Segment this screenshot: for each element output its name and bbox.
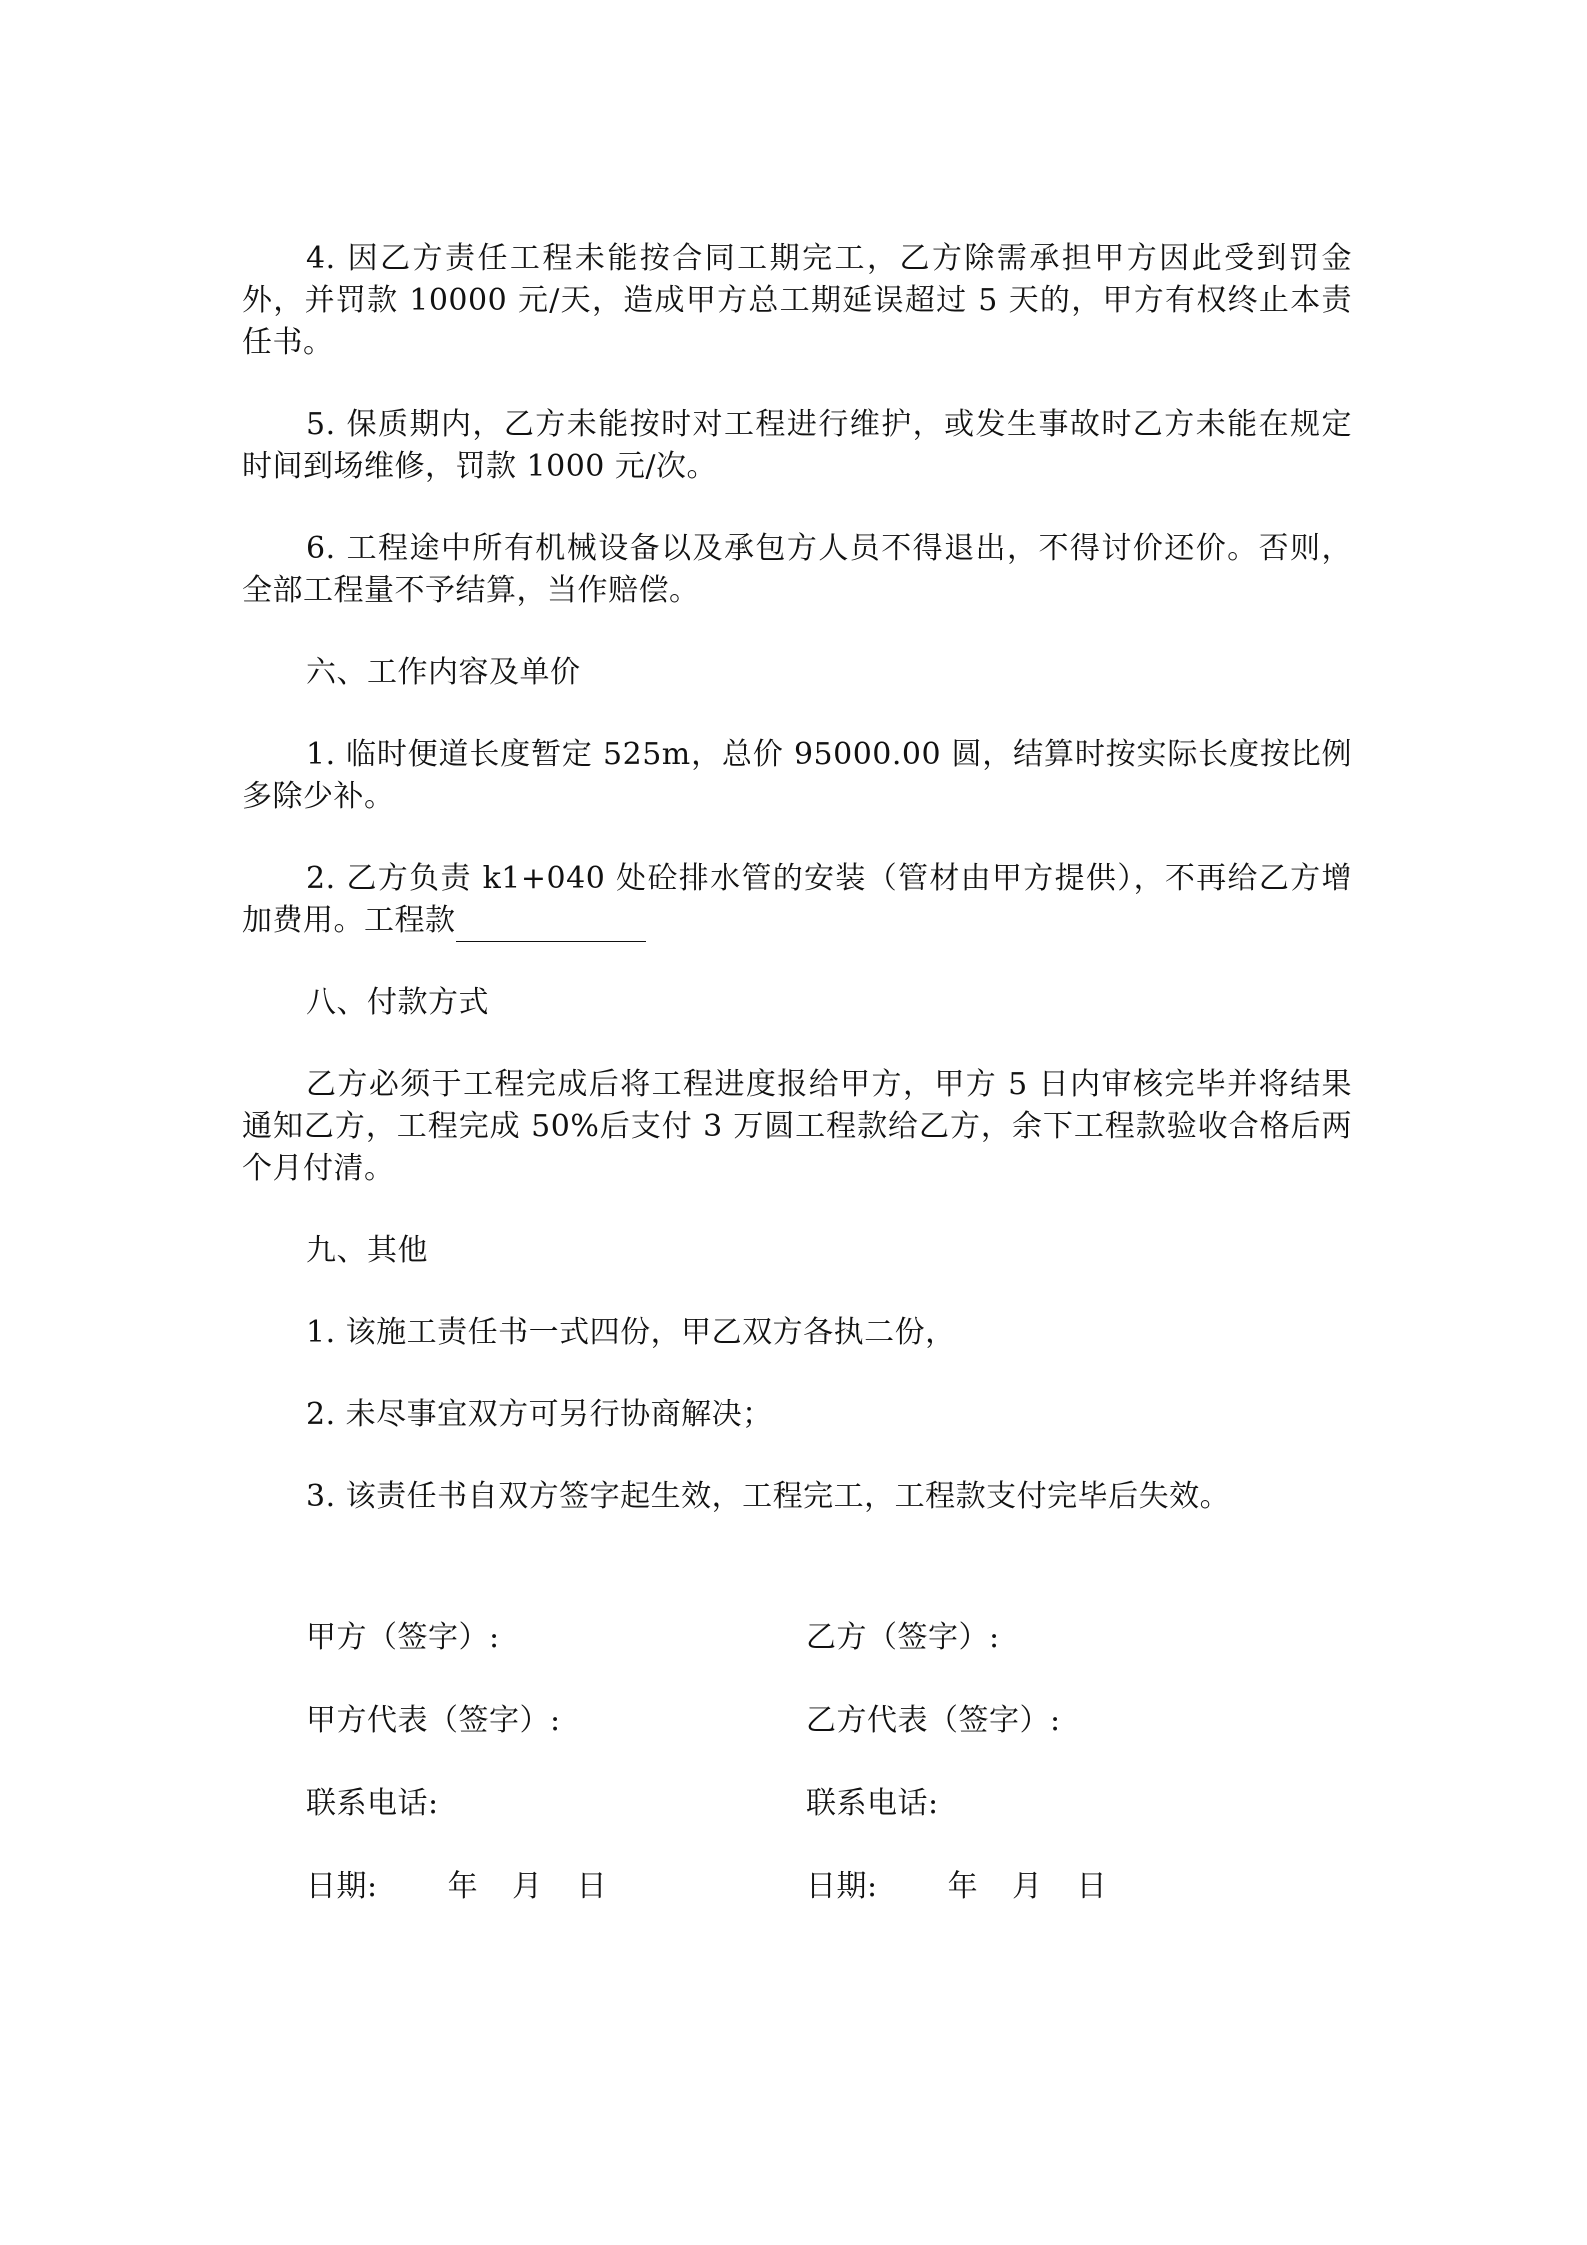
work-item-2-text: 2. 乙方负责 k1+040 处砼排水管的安装（管材由甲方提供），不再给乙方增加费用。工程款 (242, 861, 1352, 938)
phone-b-label: 联系电话: (806, 1786, 939, 1821)
phone-a-label: 联系电话: (306, 1786, 439, 1821)
section-heading-payment: 八、付款方式 (306, 985, 489, 1020)
clause-4: 4. 因乙方责任工程未能按合同工期完工，乙方除需承担甲方因此受到罚金外，并罚款 10000 元/天，造成甲方总工期延误超过 5 天的，甲方有权终止本责任书。 (242, 241, 1352, 360)
date-b-year: 年 (947, 1869, 979, 1904)
signature-row-representative (306, 1700, 1306, 1742)
work-item-1: 1. 临时便道长度暂定 525m，总价 95000.00 圆，结算时按实际长度按比例多除少补。 (242, 737, 1352, 814)
date-b-month: 月 (1012, 1869, 1043, 1904)
date-b-day: 日 (1076, 1869, 1108, 1904)
blank-line (456, 909, 646, 942)
date-a-day: 日 (576, 1869, 608, 1904)
rep-a-signature: 甲方代表（签字）: (306, 1703, 561, 1738)
signature-block (306, 1617, 1306, 1949)
other-item-2: 2. 未尽事宜双方可另行协商解决； (306, 1397, 773, 1432)
party-b-signature: 乙方（签字）: (806, 1620, 1000, 1655)
clause-5: 5. 保质期内，乙方未能按时对工程进行维护，或发生事故时乙方未能在规定时间到场维修，罚款 1000 元/次。 (242, 407, 1352, 484)
work-item-2 (242, 858, 1352, 942)
document-body (242, 238, 1352, 1558)
date-a-label: 日期: (306, 1869, 378, 1904)
rep-b-signature: 乙方代表（签字）: (806, 1703, 1061, 1738)
section-heading-other: 九、其他 (306, 1233, 428, 1268)
signature-row-date (306, 1866, 1306, 1908)
other-item-1: 1. 该施工责任书一式四份，甲乙双方各执二份， (306, 1315, 956, 1350)
date-b (806, 1866, 1306, 1908)
signature-row-party (306, 1617, 1306, 1659)
signature-row-phone (306, 1783, 1306, 1825)
payment-terms: 乙方必须于工程完成后将工程进度报给甲方，甲方 5 日内审核完毕并将结果通知乙方，工程完成 50%后支付 3 万圆工程款给乙方，余下工程款验收合格后两个月付清。 (242, 1067, 1352, 1186)
other-item-3: 3. 该责任书自双方签字起生效，工程完工，工程款支付完毕后失效。 (306, 1479, 1231, 1514)
date-a-year: 年 (447, 1869, 479, 1904)
date-a (306, 1866, 806, 1908)
date-a-month: 月 (512, 1869, 543, 1904)
clause-6: 6. 工程途中所有机械设备以及承包方人员不得退出，不得讨价还价。否则，全部工程量不予结算，当作赔偿。 (242, 531, 1352, 608)
party-a-signature: 甲方（签字）: (306, 1620, 500, 1655)
section-heading-work: 六、工作内容及单价 (306, 655, 581, 690)
date-b-label: 日期: (806, 1869, 878, 1904)
